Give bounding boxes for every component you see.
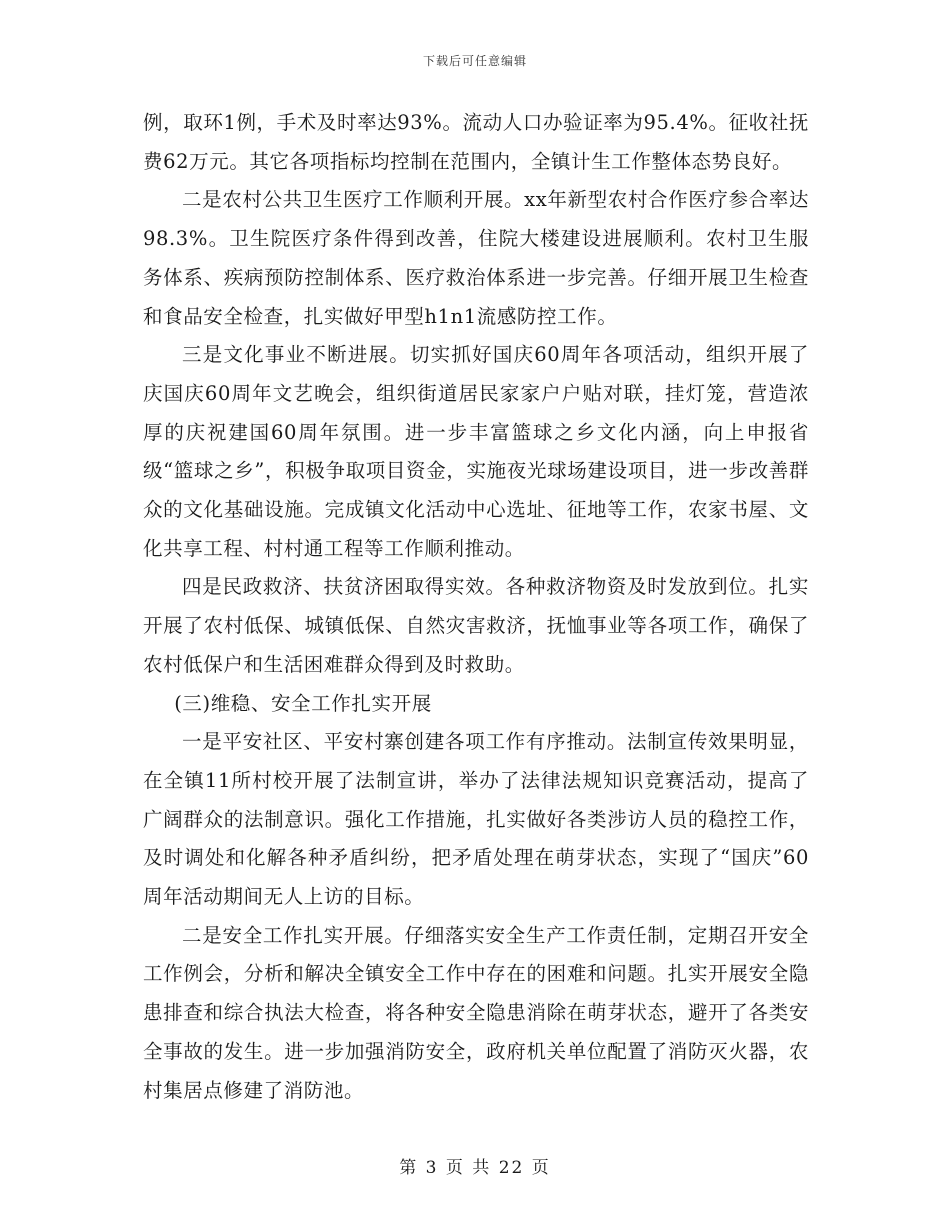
page-header-note: 下载后可任意编辑: [422, 54, 527, 68]
paragraph-safe-community: 一是平安社区、平安村寨创建各项工作有序推动。法制宣传效果明显，在全镇11所村校开展了法制宣讲，举办了法律法规知识竞赛活动，提高了广阔群众的法制意识。强化工作措施，扎实做好各类涉访人员的稳控工作，及时调处和化解各种矛盾纠纷，把矛盾处理在萌芽状态，实现了“国庆”60周年活动期间无人上访的目标。: [143, 730, 809, 909]
document-body: [143, 104, 809, 1110]
paragraph-continuation: 例，取环1例，手术及时率达93%。流动人口办验证率为95.4%。征收社抚费62万元。其它各项指标均控制在范围内，全镇计生工作整体态势良好。: [143, 111, 809, 173]
paragraph-safety-work: 二是安全工作扎实开展。仔细落实安全生产工作责任制，定期召开安全工作例会，分析和解决全镇安全工作中存在的困难和问题。扎实开展安全隐患排查和综合执法大检查，将各种安全隐患消除在萌芽状态，避开了各类安全事故的发生。进一步加强消防安全，政府机关单位配置了消防灭火器，农村集居点修建了消防池。: [143, 923, 809, 1102]
paragraph-public-health: 二是农村公共卫生医疗工作顺利开展。xx年新型农村合作医疗参合率达98.3%。卫生院医疗条件得到改善，住院大楼建设进展顺利。农村卫生服务体系、疾病预防控制体系、医疗救治体系进一步完善。仔细开展卫生检查和食品安全检查，扎实做好甲型h1n1流感防控工作。: [143, 188, 809, 328]
section-heading-stability-safety: (三)维稳、安全工作扎实开展: [174, 691, 432, 715]
paragraph-civil-affairs: 四是民政救济、扶贫济困取得实效。各种救济物资及时发放到位。扎实开展了农村低保、城镇低保、自然灾害救济，抚恤事业等各项工作，确保了农村低保户和生活困难群众得到及时救助。: [143, 575, 809, 676]
page-number-footer: 第 3 页 共 22 页: [399, 1158, 551, 1178]
paragraph-culture: 三是文化事业不断进展。切实抓好国庆60周年各项活动，组织开展了庆国庆60周年文艺晚会，组织街道居民家家户户贴对联，挂灯笼，营造浓厚的庆祝建国60周年氛围。进一步丰富篮球之乡文化内涵，向上申报省级“篮球之乡”，积极争取项目资金，实施夜光球场建设项目，进一步改善群众的文化基础设施。完成镇文化活动中心选址、征地等工作，农家书屋、文化共享工程、村村通工程等工作顺利推动。: [143, 343, 809, 560]
